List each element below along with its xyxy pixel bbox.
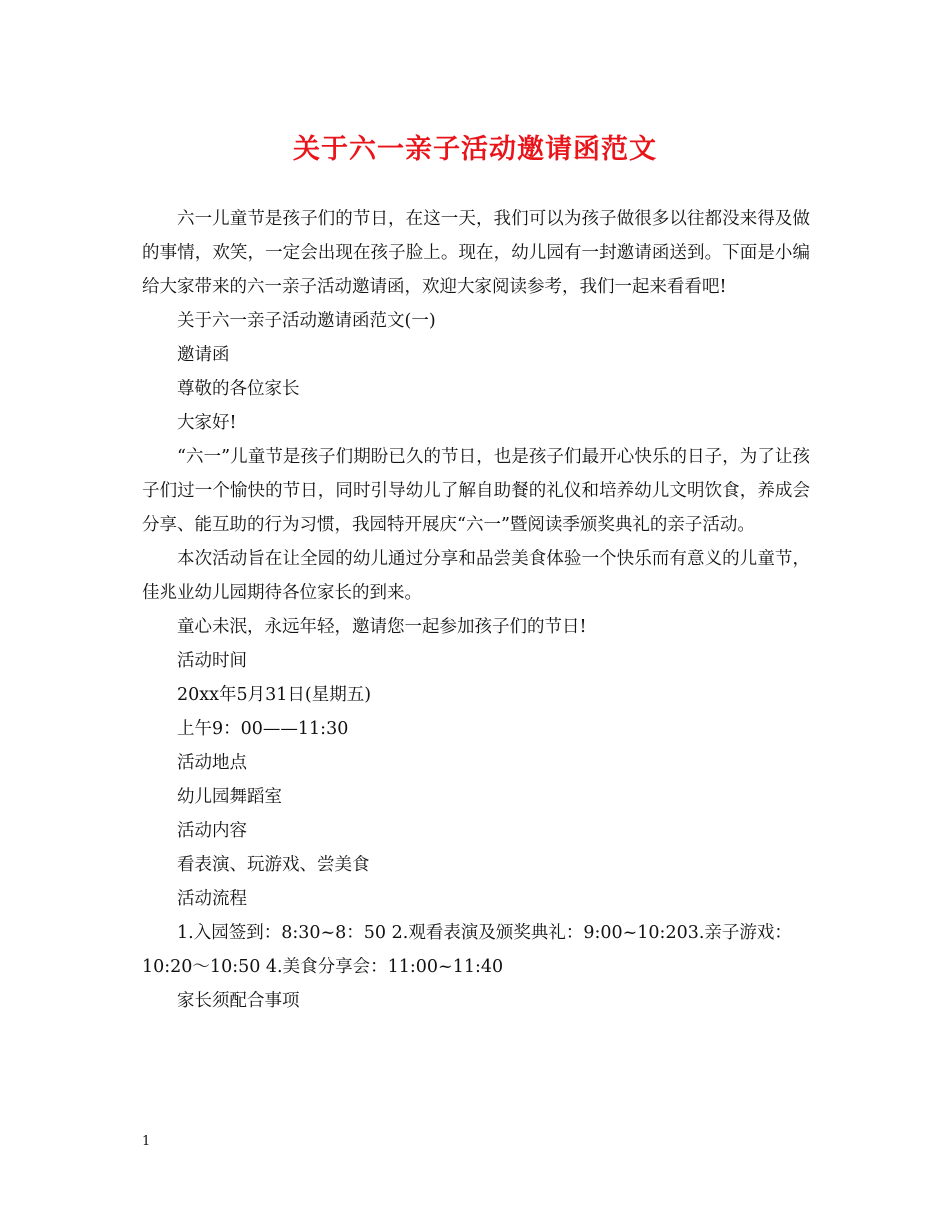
paragraph-salutation: 尊敬的各位家长 bbox=[177, 379, 300, 399]
document-body bbox=[142, 202, 810, 1018]
paragraph-schedule: 1.入园签到：8:30~8：50 2.观看表演及颁奖典礼：9:00~10:203.亲子游戏：10:20～10:50 4.美食分享会：11:00~11:40 bbox=[142, 923, 792, 977]
paragraph-intro: 六一儿童节是孩子们的节日，在这一天，我们可以为孩子做很多以往都没来得及做的事情，欢笑，一定会出现在孩子脸上。现在，幼儿园有一封邀请函送到。下面是小编给大家带来的六一亲子活动邀请函，欢迎大家阅读参考，我们一起来看看吧! bbox=[142, 209, 810, 297]
paragraph-content-heading: 活动内容 bbox=[177, 821, 247, 841]
paragraph-location-heading: 活动地点 bbox=[177, 753, 247, 773]
paragraph-time-heading: 活动时间 bbox=[177, 651, 247, 671]
paragraph-schedule-heading: 活动流程 bbox=[177, 889, 247, 909]
paragraph-invite-line: 童心未泯，永远年轻，邀请您一起参加孩子们的节日! bbox=[177, 617, 587, 637]
paragraph-greeting: 大家好! bbox=[177, 413, 237, 433]
document-title: 关于六一亲子活动邀请函范文 bbox=[293, 134, 657, 165]
paragraph-event-purpose: “六一”儿童节是孩子们期盼已久的节日，也是孩子们最开心快乐的日子，为了让孩子们过一个愉快的节日，同时引导幼儿了解自助餐的礼仪和培养幼儿文明饮食，养成会分享、能互助的行为习惯，我园特开展庆“六一”暨阅读季颁奖典礼的亲子活动。 bbox=[142, 447, 810, 535]
paragraph-subtitle: 关于六一亲子活动邀请函范文(一) bbox=[177, 311, 436, 331]
paragraph-content: 看表演、玩游戏、尝美食 bbox=[177, 855, 370, 875]
page-number: 1 bbox=[142, 1134, 151, 1149]
paragraph-time: 上午9：00——11:30 bbox=[177, 719, 349, 739]
paragraph-date: 20xx年5月31日(星期五) bbox=[177, 685, 372, 705]
paragraph-invitation-heading: 邀请函 bbox=[177, 345, 230, 365]
paragraph-parent-notes-heading: 家长须配合事项 bbox=[177, 991, 300, 1011]
paragraph-location: 幼儿园舞蹈室 bbox=[177, 787, 282, 807]
paragraph-event-aim: 本次活动旨在让全园的幼儿通过分享和品尝美食体验一个快乐而有意义的儿童节，佳兆业幼儿园期待各位家长的到来。 bbox=[142, 549, 810, 603]
